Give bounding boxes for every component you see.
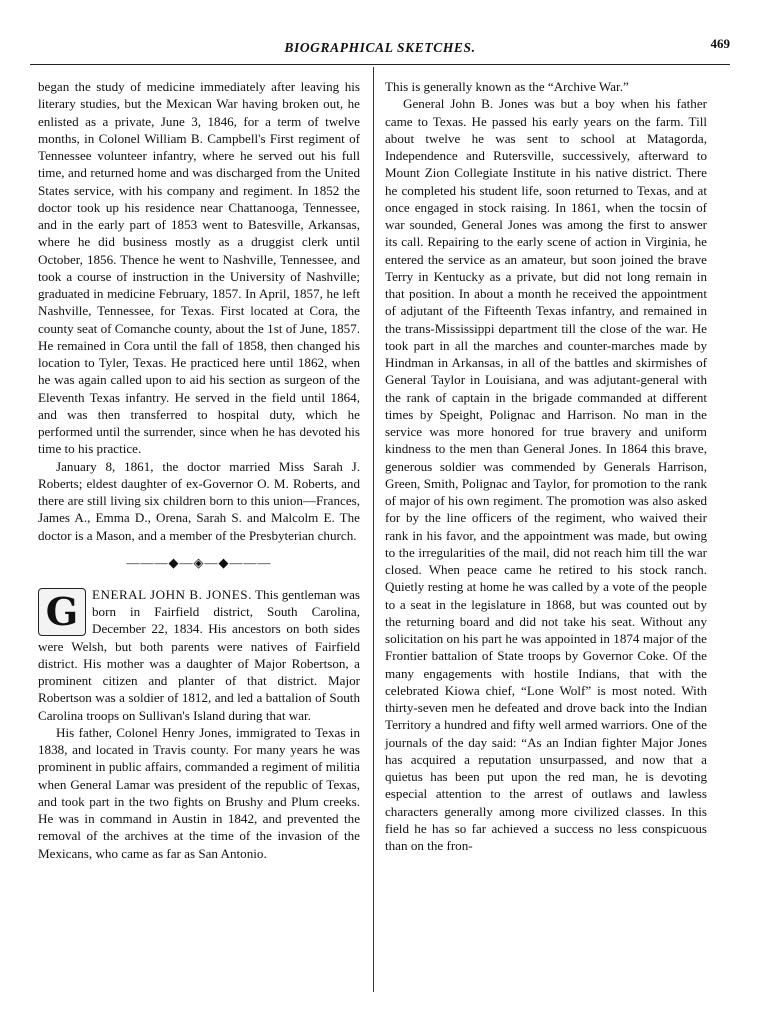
column-divider: [373, 67, 374, 992]
paragraph-medicine-career: began the study of medicine immediately after leaving his literary studies, but the Mexican War having broken out, he enlisted as a private, June 3, 1846, for a term of twelve months, in Colonel William B. Campbell's First regiment of Tennessee volunteer infantry, where he served out his full time, and returned home and was discharged from the United States service, with his company and regiment. In 1852 the doctor took up his residence near Chattanooga, Tennessee, and in the early part of 1853 went to Batesville, Arkansas, where he did business mostly as a druggist clerk until October, 1856. Thence he went to Nashville, Tennessee, and took a course of instruction in the University of Nashville; graduated in medicine February, 1857. In April, 1857, he left Nashville, Tennessee, for Texas. First located at Cora, the county seat of Comanche county, about the 1st of June, 1857. He remained in Cora until the fall of 1858, then changed his location to Tyler, Texas. He practiced here until 1862, when he was again called upon to aid his section as surgeon of the Eleventh Texas infantry. He served in the field until 1864, and was then transferred to hospital duty, which he performed until the surrender, since when he has devoted his time to his practice.: [38, 79, 360, 457]
paragraph-marriage: January 8, 1861, the doctor married Miss Sarah J. Roberts; eldest daughter of ex-Governor O. M. Roberts, and there are still living six children born to this union—Frances, James A., Emma D., Orena, Sarah S. and Malcolm E. The doctor is a Mason, and a member of the Presbyterian church.: [38, 458, 360, 543]
running-head: [30, 36, 730, 60]
running-title: BIOGRAPHICAL SKETCHES.: [284, 40, 476, 55]
section-ornament: ———◆—◈—◆———: [126, 554, 272, 570]
paragraph-archive-war: This is generally known as the “Archive War.”: [385, 79, 629, 94]
paragraph-jones-career: General John B. Jones was but a boy when his father came to Texas. He passed his early years on the farm. Till about twelve he was sent to school at Matagorda, Independence and Rutersville, successively, afterward to Mount Zion Collegiate Institute in his native district. There he completed his student life, soon returned to Texas, and at once engaged in stock raising. In 1861, when the tocsin of war sounded, General Jones was among the first to answer its call. Repairing to the early scene of action in Virginia, he entered the service as an amateur, but soon joined the brave Terry in Kentucky as a private, but did not long remain in that position. In about a month he received the appointment of adjutant of the Fifteenth Texas infantry, and remained in the trans-Mississippi department till the close of the war. He took part in all the marches and counter-marches made by Hindman in Arkansas, in all of the battles and skirmishes of General Taylor in Louisiana, and was adjutant-general with the rank of captain in the brigade commanded at different times by Speight, Polignac and Harrison. No man in the service was more honored for true bravery and uniform kindness to the men than General Jones. In 1864 this brave, generous soldier was commended by Generals Harrison, Green, Smith, Polignac and Taylor, for promotion to the rank of major of his own regiment. The promotion was also asked for by the line officers of the regiment, who waived their rank in his favor, and the appointment was made, but owing to the irregularities of the mail, did not reach him till the war closed. When peace came he retired to his stock ranch. Quietly resting at home he was called by a vote of the people to a seat in the legislature in 1868, but was counted out by the returning board and did not take his seat. Without any solicitation on his part he was appointed in 1874 major of the Frontier battalion of State troops by Governor Coke. Of the many engagements with hostile Indians, that with the celebrated Kiowa chief, “Lone Wolf” is most noted. With thirty-seven men he defeated and drove back into the Indian Territory a hundred and fifty well armed warriors. One of the journals of the day said: “As an Indian fighter Major Jones has acquired a reputation unsurpassed, and now that a quietus has been put upon the red man, he is devoting especial attention to the arrest of outlaws and lawless characters generally among more civilized classes. In this field he has so far achieved a success no less conspicuous than on the fron-: [385, 96, 707, 853]
header-rule: [30, 64, 730, 65]
paragraph-jones-birth-text: This gentleman was born in Fairfield district, South Carolina, December 22, 1834. His ancestors on both sides were Welsh, but both parents were natives of Fairfield district. His mother was a daughter of Major Robertson, a prominent citizen and planter of that district. Major Robertson was a soldier of 1812, and led a battalion of South Carolina troops on Sullivan's Island during that war.: [38, 586, 360, 723]
paragraph-jones-birth: [38, 586, 360, 724]
left-column: [38, 78, 360, 862]
page-number: 469: [710, 36, 730, 51]
paragraph-father: His father, Colonel Henry Jones, immigrated to Texas in 1838, and located in Travis county. For many years he was prominent in public affairs, commanded a regiment of militia when General Lamar was president of the republic of Texas, and took part in the two fights on Brushy and Plum creeks. He was in command in Austin in 1842, and prevented the removal of the archives at the time of the invasion of the Mexicans, who came as far as San Antonio.: [38, 724, 360, 861]
dropcap-letter: G: [38, 588, 86, 636]
right-column: [385, 78, 707, 854]
section-heading: ENERAL JOHN B. JONES.: [92, 586, 252, 602]
jones-intro: [38, 586, 360, 724]
